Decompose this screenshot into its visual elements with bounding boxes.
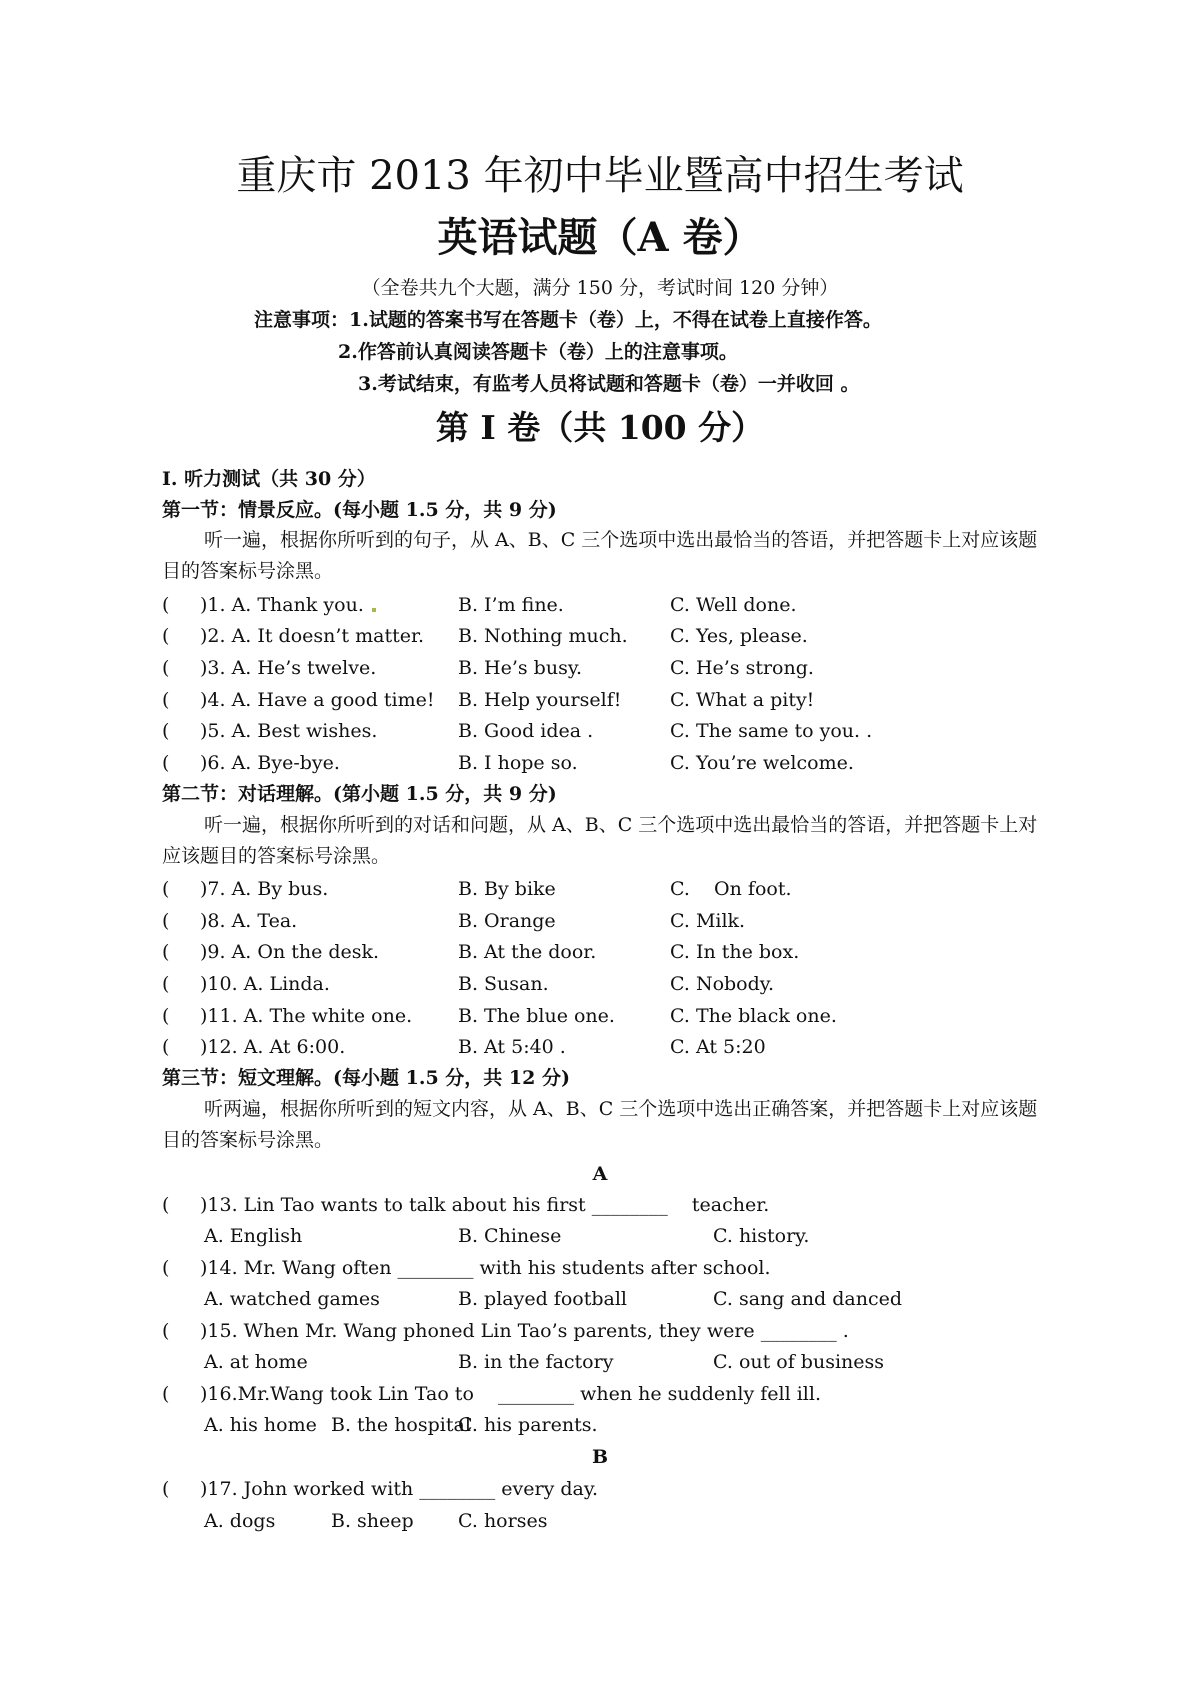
question-17-c: C. horses	[458, 1510, 548, 1532]
question-15-stem: )15. When Mr. Wang phoned Lin Tao’s parents, they were ________ .	[200, 1320, 849, 1342]
question-17-stem: )17. John worked with ________ every day.	[200, 1478, 599, 1500]
question-12-b: B. At 5:40 .	[458, 1036, 566, 1058]
question-6-b: B. I hope so.	[458, 752, 578, 774]
answer-paren: (	[162, 1005, 170, 1027]
question-1-c: C. Well done.	[670, 594, 797, 616]
section3-title: 第三节：短文理解。(每小题 1.5 分，共 12 分)	[162, 1067, 570, 1089]
listening-title: I. 听力测试（共 30 分）	[162, 468, 376, 490]
question-4-a: )4. A. Have a good time!	[200, 689, 435, 711]
answer-paren: (	[162, 941, 170, 963]
answer-paren: (	[162, 1036, 170, 1058]
question-17-a: A. dogs	[204, 1510, 276, 1532]
question-13-stem: )13. Lin Tao wants to talk about his first ________ teacher.	[200, 1194, 770, 1216]
part-title: 第 I 卷（共 100 分）	[435, 408, 765, 447]
question-14-c: C. sang and danced	[713, 1288, 902, 1310]
question-5-b: B. Good idea .	[458, 720, 594, 742]
section2-instruction: 听一遍，根据你所听到的对话和问题，从 A、B、C 三个选项中选出最恰当的答语，并把答题卡上对应该题目的答案标号涂黑。	[162, 814, 1038, 867]
question-3-c: C. He’s strong.	[670, 657, 814, 679]
answer-paren: (	[162, 594, 170, 616]
section3-instruction: 听两遍，根据你所听到的短文内容，从 A、B、C 三个选项中选出正确答案，并把答题卡上对应该题目的答案标号涂黑。	[162, 1098, 1038, 1151]
question-9-c: C. In the box.	[670, 941, 800, 963]
question-12-a: )12. A. At 6:00.	[200, 1036, 346, 1058]
notice-label: 注意事项：	[254, 309, 350, 331]
question-2-a: )2. A. It doesn’t matter.	[200, 625, 425, 647]
question-3-b: B. He’s busy.	[458, 657, 583, 679]
question-14-b: B. played football	[458, 1288, 627, 1310]
answer-paren: (	[162, 1320, 170, 1342]
notice-item-1: 1.试题的答案书写在答题卡（卷）上，不得在试卷上直接作答。	[349, 309, 882, 331]
question-15-a: A. at home	[204, 1351, 308, 1373]
question-6-c: C. You’re welcome.	[670, 752, 854, 774]
answer-paren: (	[162, 657, 170, 679]
answer-paren: (	[162, 720, 170, 742]
question-13-b: B. Chinese	[458, 1225, 562, 1247]
question-5-c: C. The same to you. .	[670, 720, 873, 742]
question-16-c: C. his parents.	[458, 1414, 598, 1436]
question-10-b: B. Susan.	[458, 973, 549, 995]
question-16-b: B. the hospital	[331, 1414, 471, 1436]
stray-mark	[372, 608, 376, 612]
answer-paren: (	[162, 689, 170, 711]
question-11-c: C. The black one.	[670, 1005, 837, 1027]
passage-b-label: B	[591, 1446, 609, 1468]
question-10-c: C. Nobody.	[670, 973, 775, 995]
question-8-a: )8. A. Tea.	[200, 910, 298, 932]
question-7-c: C. On foot.	[670, 878, 792, 900]
question-2-c: C. Yes, please.	[670, 625, 808, 647]
answer-paren: (	[162, 910, 170, 932]
question-8-b: B. Orange	[458, 910, 556, 932]
exam-title: 重庆市 2013 年初中毕业暨高中招生考试	[236, 153, 964, 199]
question-14-stem: )14. Mr. Wang often ________ with his students after school.	[200, 1257, 771, 1279]
section1-instruction: 听一遍，根据你所听到的句子，从 A、B、C 三个选项中选出最恰当的答语，并把答题卡上对应该题目的答案标号涂黑。	[162, 529, 1038, 582]
answer-paren: (	[162, 1383, 170, 1405]
answer-paren: (	[162, 973, 170, 995]
answer-paren: (	[162, 752, 170, 774]
question-4-c: C. What a pity!	[670, 689, 815, 711]
question-3-a: )3. A. He’s twelve.	[200, 657, 377, 679]
question-7-a: )7. A. By bus.	[200, 878, 329, 900]
passage-a-label: A	[592, 1163, 608, 1185]
question-4-b: B. Help yourself!	[458, 689, 622, 711]
question-10-a: )10. A. Linda.	[200, 973, 330, 995]
answer-paren: (	[162, 1257, 170, 1279]
question-2-b: B. Nothing much.	[458, 625, 628, 647]
question-1-b: B. I’m fine.	[458, 594, 564, 616]
question-13-a: A. English	[204, 1225, 303, 1247]
question-12-c: C. At 5:20	[670, 1036, 766, 1058]
question-8-c: C. Milk.	[670, 910, 746, 932]
question-5-a: )5. A. Best wishes.	[200, 720, 378, 742]
question-17-b: B. sheep	[331, 1510, 414, 1532]
question-15-b: B. in the factory	[458, 1351, 614, 1373]
question-1-a: )1. A. Thank you.	[200, 594, 364, 616]
section2-title: 第二节：对话理解。(第小题 1.5 分，共 9 分)	[162, 783, 557, 805]
answer-paren: (	[162, 1194, 170, 1216]
question-16-a: A. his home	[204, 1414, 317, 1436]
exam-subtitle: 英语试题（A 卷）	[437, 214, 763, 261]
question-11-b: B. The blue one.	[458, 1005, 615, 1027]
question-9-a: )9. A. On the desk.	[200, 941, 380, 963]
question-6-a: )6. A. Bye-bye.	[200, 752, 340, 774]
answer-paren: (	[162, 1478, 170, 1500]
section1-title: 第一节：情景反应。(每小题 1.5 分，共 9 分)	[162, 499, 557, 521]
question-14-a: A. watched games	[204, 1288, 380, 1310]
exam-info: （全卷共九个大题，满分 150 分，考试时间 120 分钟）	[361, 277, 839, 299]
question-13-c: C. history.	[713, 1225, 810, 1247]
question-11-a: )11. A. The white one.	[200, 1005, 413, 1027]
notice-line-1	[254, 308, 882, 332]
notice-item-2: 2.作答前认真阅读答题卡（卷）上的注意事项。	[338, 341, 738, 363]
question-16-stem: )16.Mr.Wang took Lin Tao to ________ when he suddenly fell ill.	[200, 1383, 821, 1405]
answer-paren: (	[162, 625, 170, 647]
answer-paren: (	[162, 878, 170, 900]
question-9-b: B. At the door.	[458, 941, 597, 963]
question-7-b: B. By bike	[458, 878, 556, 900]
question-15-c: C. out of business	[713, 1351, 885, 1373]
notice-item-3: 3.考试结束，有监考人员将试题和答题卡（卷）一并收回 。	[358, 373, 860, 395]
